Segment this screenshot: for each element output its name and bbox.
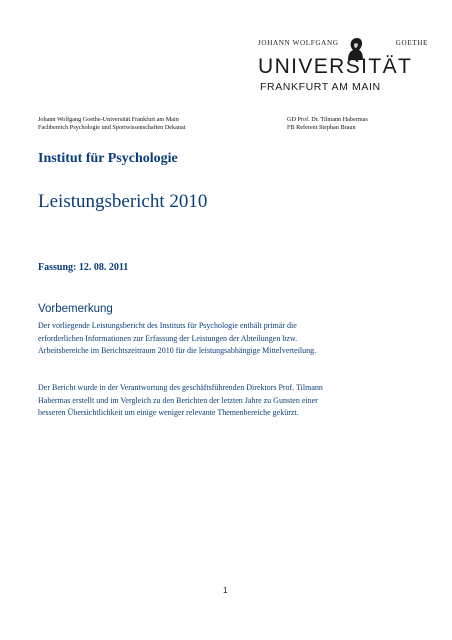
logo-university-name: UNIVERSITÄT <box>258 55 413 78</box>
logo-city: FRANKFURT AM MAIN <box>260 81 381 93</box>
paragraph-line: Der Bericht wurde in der Verantwortung des geschäftsführenden Direktors Prof. Tilmann <box>38 383 323 392</box>
paragraph-line: Arbeitsbereiche im Berichtszeitraum 2010 für die leistungsabhängige Mittelverteilung. <box>38 346 317 355</box>
preface-paragraph-1 <box>38 320 428 358</box>
report-title: Leistungsbericht 2010 <box>38 191 208 212</box>
paragraph-line: Habermas erstellt und im Vergleich zu den Berichten der letzten Jahre zu Gunsten einer <box>38 395 318 405</box>
version-date: Fassung: 12. 08. 2011 <box>38 262 129 273</box>
logo-top-line <box>258 36 428 50</box>
preface-paragraph-2 <box>38 382 428 420</box>
paragraph-line: erforderlichen Informationen zur Erfassung der Leistungen der Abteilungen bzw. <box>38 333 298 343</box>
header-dean: GD Prof. Dr. Tilmann Habermas <box>287 116 368 123</box>
paragraph-line: Der vorliegende Leistungsbericht des Instituts für Psychologie enthält primär die <box>38 321 297 330</box>
header-faculty: Fachbereich Psychologie und Sportwissenschaften Dekanat <box>38 124 186 131</box>
logo-top-right: GOETHE <box>395 39 428 47</box>
header-referent: FB Referent Stephan Braun <box>287 124 356 131</box>
page-number: 1 <box>223 586 228 595</box>
header-university: Johann Wolfgang Goethe-Universität Frankfurt am Main <box>38 116 179 123</box>
logo-top-left: JOHANN WOLFGANG <box>258 39 339 47</box>
section-heading: Vorbemerkung <box>38 303 113 315</box>
institute-heading: Institut für Psychologie <box>38 151 178 166</box>
paragraph-line: besseren Übersichtlichkeit um einige weniger relevante Themenbereiche gekürzt. <box>38 408 299 417</box>
university-logo <box>258 36 428 108</box>
